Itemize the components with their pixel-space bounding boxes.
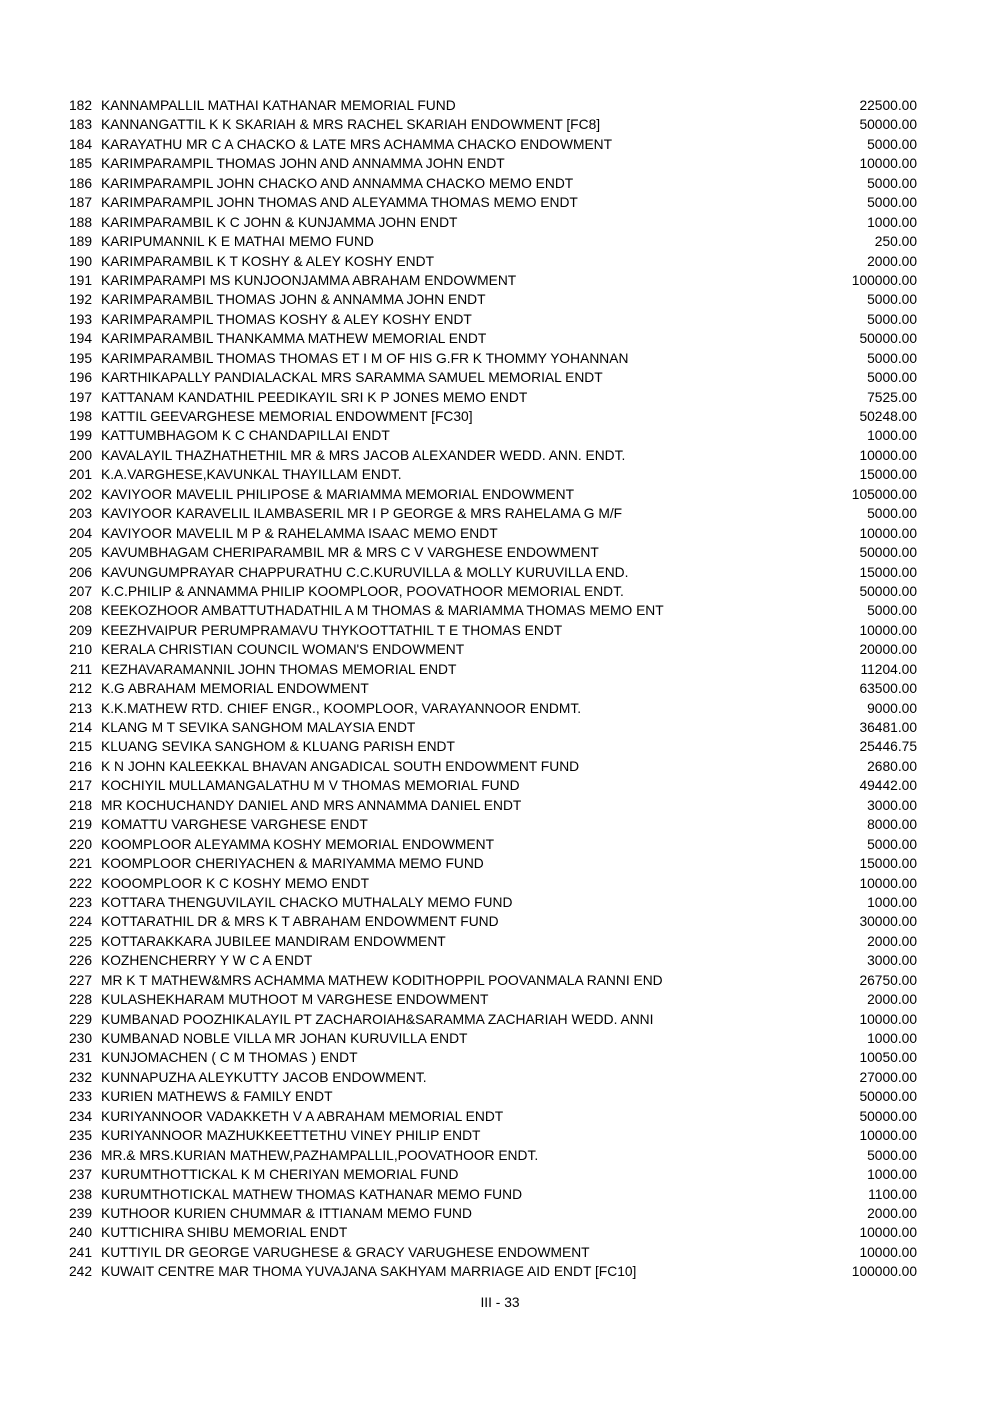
table-row [65,1029,917,1048]
fund-name: KATTANAM KANDATHIL PEEDIKAYIL SRI K P JONES MEMO ENDT [101,389,528,405]
table-row [65,1010,917,1029]
fund-amount: 5000.00 [867,350,917,366]
row-number: 208 [68,603,92,619]
row-number: 217 [68,778,92,794]
row-number: 200 [68,447,92,463]
table-row [65,640,917,659]
row-number: 199 [68,428,92,444]
row-number: 204 [68,525,92,541]
table-row [65,485,917,504]
fund-name: K N JOHN KALEEKKAL BHAVAN ANGADICAL SOUTH ENDOWMENT FUND [101,758,580,774]
fund-name: KOZHENCHERRY Y W C A ENDT [101,953,313,969]
row-number: 220 [68,836,92,852]
row-number: 218 [68,797,92,813]
fund-name: KARIMPARAMPIL THOMAS KOSHY & ALEY KOSHY ENDT [101,311,472,327]
fund-name: KURIEN MATHEWS & FAMILY ENDT [101,1089,333,1105]
fund-name: K.K.MATHEW RTD. CHIEF ENGR., KOOMPLOOR, VARAYANNOOR ENDMT. [101,700,582,716]
fund-name: KURIYANNOOR MAZHUKKEETTETHU VINEY PHILIP ENDT [101,1128,481,1144]
table-row [65,699,917,718]
table-row [65,1243,917,1262]
row-number: 203 [68,506,92,522]
row-number: 234 [68,1108,92,1124]
fund-amount: 50000.00 [859,1089,917,1105]
row-number: 194 [68,331,92,347]
fund-name: KARIMPARAMBIL THANKAMMA MATHEW MEMORIAL ENDT [101,331,487,347]
table-row [65,1068,917,1087]
fund-amount: 50000.00 [859,583,917,599]
fund-amount: 2000.00 [867,933,917,949]
fund-name: KUTTIYIL DR GEORGE VARUGHESE & GRACY VARUGHESE ENDOWMENT [101,1244,590,1260]
row-number: 201 [68,467,92,483]
fund-amount: 2000.00 [867,992,917,1008]
row-number: 186 [68,175,92,191]
table-row [65,737,917,756]
fund-amount: 5000.00 [867,1147,917,1163]
fund-name: KAVIYOOR MAVELIL PHILIPOSE & MARIAMMA MEMORIAL ENDOWMENT [101,486,575,502]
row-number: 215 [68,739,92,755]
table-row [65,951,917,970]
table-row [65,96,917,115]
row-number: 236 [68,1147,92,1163]
fund-name: KUMBANAD NOBLE VILLA MR JOHAN KURUVILLA ENDT [101,1031,468,1046]
row-number: 238 [68,1186,92,1202]
table-row [65,1048,917,1067]
table-row [65,854,917,873]
fund-amount: 10000.00 [859,1225,917,1241]
table-row [65,407,917,426]
fund-name: KOTTARATHIL DR & MRS K T ABRAHAM ENDOWMENT FUND [101,914,499,930]
table-row [65,252,917,271]
row-number: 224 [68,914,92,930]
table-row [65,582,917,601]
row-number: 213 [68,700,92,716]
fund-name: K.A.VARGHESE,KAVUNKAL THAYILLAM ENDT. [101,467,402,483]
table-row [65,621,917,640]
fund-name: KULASHEKHARAM MUTHOOT M VARGHESE ENDOWMENT [101,992,489,1008]
fund-amount: 50000.00 [859,117,917,133]
table-row [65,368,917,387]
fund-amount: 5000.00 [867,311,917,327]
row-number: 228 [68,992,92,1008]
table-row [65,563,917,582]
row-number: 226 [68,953,92,969]
fund-name: KEEKOZHOOR AMBATTUTHADATHIL A M THOMAS & MARIAMMA THOMAS MEMO ENT [101,603,664,619]
fund-amount: 105000.00 [851,486,917,502]
fund-amount: 20000.00 [859,642,917,658]
page-number: III - 33 [480,1295,520,1310]
row-number: 195 [68,350,92,366]
fund-amount: 10000.00 [859,1011,917,1027]
table-row [65,679,917,698]
fund-name: KUWAIT CENTRE MAR THOMA YUVAJANA SAKHYAM MARRIAGE AID ENDT [FC10] [101,1264,637,1280]
fund-amount: 5000.00 [867,603,917,619]
fund-name: KUNJOMACHEN ( C M THOMAS ) ENDT [101,1050,358,1066]
fund-name: KOMATTU VARGHESE VARGHESE ENDT [101,817,368,833]
table-row [65,465,917,484]
table-row [65,271,917,290]
table-row [65,1126,917,1145]
fund-name: KOOMPLOOR ALEYAMMA KOSHY MEMORIAL ENDOWMENT [101,836,495,852]
fund-amount: 5000.00 [867,506,917,522]
table-row [65,174,917,193]
fund-name: KOCHIYIL MULLAMANGALATHU M V THOMAS MEMORIAL FUND [101,778,520,794]
row-number: 202 [68,486,92,502]
fund-amount: 1000.00 [867,1167,917,1183]
fund-amount: 22500.00 [859,98,917,113]
row-number: 211 [70,661,92,677]
fund-amount: 10050.00 [859,1050,917,1066]
fund-amount: 25446.75 [859,739,917,755]
fund-amount: 10000.00 [859,156,917,172]
fund-amount: 3000.00 [867,797,917,813]
table-row [65,426,917,445]
fund-name: KUMBANAD POOZHIKALAYIL PT ZACHAROIAH&SARAMMA ZACHARIAH WEDD. ANNI [101,1011,654,1027]
fund-name: KARIMPARAMBIL K C JOHN & KUNJAMMA JOHN ENDT [101,214,458,230]
row-number: 197 [68,389,92,405]
fund-amount: 5000.00 [867,370,917,386]
fund-name: KANNAMPALLIL MATHAI KATHANAR MEMORIAL FUND [101,98,456,113]
fund-amount: 36481.00 [859,720,917,735]
fund-name: KOOOMPLOOR K C KOSHY MEMO ENDT [101,875,370,891]
fund-amount: 15000.00 [859,856,917,872]
fund-name: MR KOCHUCHANDY DANIEL AND MRS ANNAMMA DANIEL ENDT [101,797,522,813]
fund-amount: 10000.00 [859,525,917,541]
row-number: 185 [68,156,92,172]
row-number: 210 [68,642,92,658]
fund-name: KOTTARA THENGUVILAYIL CHACKO MUTHALALY MEMO FUND [101,894,513,910]
fund-name: MR.& MRS.KURIAN MATHEW,PAZHAMPALLIL,POOVATHOOR ENDT. [101,1147,539,1163]
fund-amount: 10000.00 [859,1244,917,1260]
row-number: 232 [68,1069,92,1085]
table-row [65,757,917,776]
fund-amount: 5000.00 [867,836,917,852]
row-number: 205 [68,545,92,561]
table-row [65,1262,917,1281]
fund-name: KARIMPARAMPIL JOHN CHACKO AND ANNAMMA CHACKO MEMO ENDT [101,175,574,191]
row-number: 196 [68,370,92,386]
row-number: 242 [68,1264,92,1280]
row-number: 225 [68,933,92,949]
fund-name: KARIPUMANNIL K E MATHAI MEMO FUND [101,234,374,250]
fund-name: KAVIYOOR MAVELIL M P & RAHELAMMA ISAAC MEMO ENDT [101,525,498,541]
fund-name: K.G ABRAHAM MEMORIAL ENDOWMENT [101,681,369,697]
table-row [65,193,917,212]
fund-name: KARIMPARAMPI MS KUNJOONJAMMA ABRAHAM ENDOWMENT [101,272,517,288]
table-row [65,310,917,329]
table-row [65,1146,917,1165]
fund-amount: 1100.00 [868,1186,917,1202]
fund-amount: 250.00 [874,234,917,250]
table-row [65,912,917,931]
table-row [65,213,917,232]
fund-amount: 7525.00 [867,389,917,405]
row-number: 193 [68,311,92,327]
fund-name: KARAYATHU MR C A CHACKO & LATE MRS ACHAMMA CHACKO ENDOWMENT [101,136,613,152]
fund-amount: 5000.00 [867,136,917,152]
fund-name: KAVUNGUMPRAYAR CHAPPURATHU C.C.KURUVILLA & MOLLY KURUVILLA END. [101,564,629,580]
fund-name: KANNANGATTIL K K SKARIAH & MRS RACHEL SKARIAH ENDOWMENT [FC8] [101,117,601,133]
table-row [65,446,917,465]
fund-name: KLUANG SEVIKA SANGHOM & KLUANG PARISH ENDT [101,739,455,755]
fund-amount: 50248.00 [859,409,917,424]
fund-amount: 11204.00 [860,661,917,677]
fund-name: MR K T MATHEW&MRS ACHAMMA MATHEW KODITHOPPIL POOVANMALA RANNI END [101,972,663,988]
row-number: 192 [68,292,92,308]
fund-name: KURUMTHOTTICKAL K M CHERIYAN MEMORIAL FUND [101,1167,459,1183]
fund-amount: 1000.00 [867,894,917,910]
fund-name: KURIYANNOOR VADAKKETH V A ABRAHAM MEMORIAL ENDT [101,1108,504,1124]
fund-name: KAVUMBHAGAM CHERIPARAMBIL MR & MRS C V VARGHESE ENDOWMENT [101,545,599,561]
row-number: 227 [68,972,92,988]
table-row [65,154,917,173]
fund-amount: 27000.00 [859,1069,917,1085]
row-number: 188 [68,214,92,230]
table-row [65,815,917,834]
fund-amount: 50000.00 [859,331,917,347]
table-row [65,543,917,562]
row-number: 198 [68,409,92,424]
row-number: 219 [68,817,92,833]
row-number: 240 [68,1225,92,1241]
row-number: 229 [68,1011,92,1027]
table-row [65,290,917,309]
fund-name: KUTHOOR KURIEN CHUMMAR & ITTIANAM MEMO FUND [101,1205,472,1221]
table-row [65,971,917,990]
fund-name: KERALA CHRISTIAN COUNCIL WOMAN'S ENDOWMENT [101,642,465,658]
fund-name: KARIMPARAMBIL THOMAS JOHN & ANNAMMA JOHN ENDT [101,292,486,308]
fund-amount: 5000.00 [867,292,917,308]
row-number: 207 [68,583,92,599]
fund-amount: 10000.00 [859,1128,917,1144]
fund-name: KATTUMBHAGOM K C CHANDAPILLAI ENDT [101,428,390,444]
fund-name: KARIMPARAMPIL JOHN THOMAS AND ALEYAMMA THOMAS MEMO ENDT [101,195,578,211]
table-row [65,1107,917,1126]
fund-amount: 2680.00 [867,758,917,774]
row-number: 216 [68,758,92,774]
fund-name: KURUMTHOTICKAL MATHEW THOMAS KATHANAR MEMO FUND [101,1186,523,1202]
table-row [65,135,917,154]
fund-amount: 10000.00 [859,447,917,463]
fund-name: KOOMPLOOR CHERIYACHEN & MARIYAMMA MEMO FUND [101,856,484,872]
fund-name: KLANG M T SEVIKA SANGHOM MALAYSIA ENDT [101,720,416,735]
fund-name: KARIMPARAMPIL THOMAS JOHN AND ANNAMMA JOHN ENDT [101,156,505,172]
row-number: 231 [68,1050,92,1066]
row-number: 233 [68,1089,92,1105]
fund-amount: 50000.00 [859,1108,917,1124]
table-row [65,660,917,679]
fund-amount: 15000.00 [859,564,917,580]
fund-amount: 10000.00 [859,875,917,891]
fund-name: KEZHAVARAMANNIL JOHN THOMAS MEMORIAL ENDT [101,661,457,677]
table-row [65,835,917,854]
fund-name: KAVIYOOR KARAVELIL ILAMBASERIL MR I P GEORGE & MRS RAHELAMA G M/F [101,506,623,522]
table-row [65,776,917,795]
fund-amount: 1000.00 [867,428,917,444]
table-row [65,329,917,348]
row-number: 191 [68,272,92,288]
fund-name: K.C.PHILIP & ANNAMMA PHILIP KOOMPLOOR, POOVATHOOR MEMORIAL ENDT. [101,583,624,599]
fund-name: KARIMPARAMBIL K T KOSHY & ALEY KOSHY ENDT [101,253,435,269]
table-row [65,504,917,523]
row-number: 209 [68,622,92,638]
fund-amount: 2000.00 [867,1205,917,1221]
table-row [65,796,917,815]
fund-name: KARTHIKAPALLY PANDIALACKAL MRS SARAMMA SAMUEL MEMORIAL ENDT [101,370,603,386]
row-number: 212 [68,681,92,697]
row-number: 222 [68,875,92,891]
table-row [65,932,917,951]
fund-amount: 10000.00 [859,622,917,638]
row-number: 221 [68,856,92,872]
row-number: 184 [68,136,92,152]
row-number: 182 [68,98,92,113]
row-number: 230 [68,1031,92,1046]
row-number: 206 [68,564,92,580]
table-row [65,1204,917,1223]
table-row [65,1223,917,1242]
fund-amount: 63500.00 [859,681,917,697]
fund-amount: 15000.00 [859,467,917,483]
fund-amount: 9000.00 [867,700,917,716]
table-row [65,718,917,737]
fund-amount: 49442.00 [859,778,917,794]
table-row [65,1185,917,1204]
fund-amount: 50000.00 [859,545,917,561]
fund-amount: 5000.00 [867,195,917,211]
fund-amount: 100000.00 [851,1264,917,1280]
fund-name: KAVALAYIL THAZHATHETHIL MR & MRS JACOB ALEXANDER WEDD. ANN. ENDT. [101,447,626,463]
table-row [65,601,917,620]
table-row [65,388,917,407]
table-row [65,115,917,134]
table-row [65,1165,917,1184]
row-number: 187 [68,195,92,211]
fund-amount: 26750.00 [859,972,917,988]
fund-name: KOTTARAKKARA JUBILEE MANDIRAM ENDOWMENT [101,933,446,949]
row-number: 239 [68,1205,92,1221]
table-row [65,232,917,251]
row-number: 189 [68,234,92,250]
table-row [65,1087,917,1106]
row-number: 235 [68,1128,92,1144]
fund-amount: 1000.00 [867,1031,917,1046]
fund-amount: 2000.00 [867,253,917,269]
fund-amount: 5000.00 [867,175,917,191]
table-row [65,893,917,912]
fund-amount: 100000.00 [851,272,917,288]
fund-name: KUNNAPUZHA ALEYKUTTY JACOB ENDOWMENT. [101,1069,427,1085]
fund-name: KEEZHVAIPUR PERUMPRAMAVU THYKOOTTATHIL T E THOMAS ENDT [101,622,563,638]
table-row [65,349,917,368]
fund-name: KATTIL GEEVARGHESE MEMORIAL ENDOWMENT [FC30] [101,409,473,424]
fund-name: KUTTICHIRA SHIBU MEMORIAL ENDT [101,1225,348,1241]
row-number: 214 [68,720,92,735]
fund-amount: 30000.00 [859,914,917,930]
row-number: 190 [68,253,92,269]
table-row [65,990,917,1009]
endowment-fund-list [65,96,917,1282]
table-row [65,524,917,543]
row-number: 183 [68,117,92,133]
fund-amount: 1000.00 [867,214,917,230]
fund-amount: 3000.00 [867,953,917,969]
row-number: 241 [68,1244,92,1260]
row-number: 223 [68,894,92,910]
fund-amount: 8000.00 [867,817,917,833]
row-number: 237 [68,1167,92,1183]
fund-name: KARIMPARAMBIL THOMAS THOMAS ET I M OF HIS G.FR K THOMMY YOHANNAN [101,350,629,366]
table-row [65,874,917,893]
